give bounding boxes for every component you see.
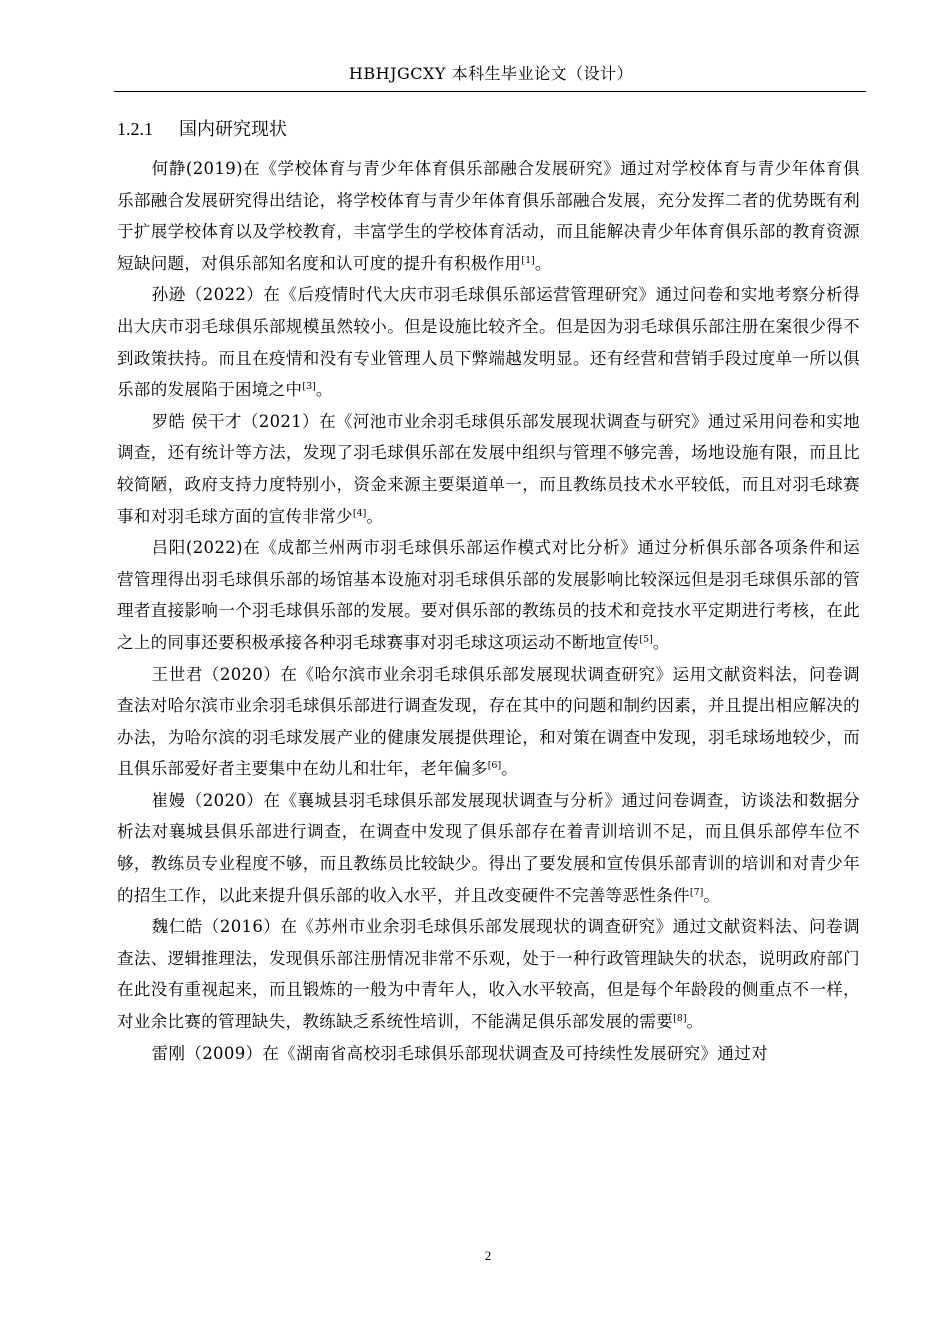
page-number: 2 — [484, 1248, 492, 1263]
paragraph — [117, 279, 860, 405]
citation: [1] — [521, 254, 535, 266]
paragraph-text: 罗皓 侯干才（2021）在《河池市业余羽毛球俱乐部发展现状调查与研究》通过采用问卷和实地调查，还有统计等方法，发现了羽毛球俱乐部在发展中组织与管理不够完善，场地设施有限，而且比较简陋，政府支持力度特别小，资金来源主要渠道单一，而且教练员技术水平较低，而且对羽毛球赛事和对羽毛球方面的宣传非常少 — [117, 411, 860, 526]
citation: [7] — [689, 886, 704, 898]
paragraph-text: 王世君（2020）在《哈尔滨市业余羽毛球俱乐部发展现状调查研究》运用文献资料法，问卷调查法对哈尔滨市业余羽毛球俱乐部进行调查发现，存在其中的问题和制约因素，并且提出相应解决的办法，为哈尔滨的羽毛球发展产业的健康发展提供理论，和对策在调查中发现，羽毛球场地较少，而且俱乐部爱好者主要集中在幼儿和壮年，老年偏多 — [117, 664, 860, 779]
paragraph — [117, 659, 860, 785]
paragraph — [117, 406, 860, 532]
paragraph-text: 魏仁皓（2016）在《苏州市业余羽毛球俱乐部发展现状的调查研究》通过文献资料法、问卷调查法、逻辑推理法，发现俱乐部注册情况非常不乐观，处于一种行政管理缺失的状态，说明政府部门在此没有重视起来，而且锻炼的一般为中青年人，收入水平较高，但是每个年龄段的侧重点不一样，对业余比赛的管理缺失，教练缺乏系统性培训，不能满足俱乐部发展的需要 — [117, 917, 860, 1032]
paragraph-tail: 。 — [534, 253, 552, 273]
paragraph-tail: 。 — [652, 632, 670, 652]
citation: [8] — [673, 1013, 687, 1025]
header-rule — [114, 91, 866, 92]
paragraph — [117, 785, 860, 911]
paragraph-text: 孙逊（2022）在《后疫情时代大庆市羽毛球俱乐部运营管理研究》通过问卷和实地考察分析得出大庆市羽毛球俱乐部规模虽然较小。但是设施比较齐全。但是因为羽毛球俱乐部注册在案很少得不到政策扶持。而且在疫情和没有专业管理人员下弊端越发明显。还有经营和营销手段过度单一所以俱乐部的发展陷于困境之中 — [117, 285, 860, 400]
paragraph-text: 吕阳(2022)在《成都兰州两市羽毛球俱乐部运作模式对比分析》通过分析俱乐部各项条件和运营管理得出羽毛球俱乐部的场馆基本设施对羽毛球俱乐部的发展影响比较深远但是羽毛球俱乐部的管理者直接影响一个羽毛球俱乐部的发展。要对俱乐部的教练员的技术和竞技水平定期进行考核，在此之上的同事还要积极承接各种羽毛球赛事对羽毛球这项运动不断地宣传 — [117, 538, 860, 652]
citation: [6] — [487, 760, 502, 772]
citation: [3] — [302, 381, 316, 393]
page-header: HBHJGCXY 本科生毕业论文（设计） — [348, 64, 634, 83]
paragraph — [117, 911, 860, 1037]
paragraph-tail: 。 — [686, 1012, 704, 1032]
paragraph-tail: 。 — [501, 759, 519, 779]
paragraph-text: 崔嫚（2020）在《襄城县羽毛球俱乐部发展现状调查与分析》通过问卷调查，访谈法和数据分析法对襄城县俱乐部进行调查，在调查中发现了俱乐部存在着青训培训不足，而且俱乐部停车位不够，教练员专业程度不够，而且教练员比较缺少。得出了要发展和宣传俱乐部青训的培训和对青少年的招生工作，以此来提升俱乐部的收入水平，并且改变硬件不完善等恶性条件 — [117, 790, 860, 905]
paragraph-tail: 。 — [703, 885, 721, 905]
paragraph-tail: 。 — [315, 380, 333, 400]
paragraph-text: 何静(2019)在《学校体育与青少年体育俱乐部融合发展研究》通过对学校体育与青少年体育俱乐部融合发展研究得出结论，将学校体育与青少年体育俱乐部融合发展，充分发挥二者的优势既有利于扩展学校体育以及学校教育，丰富学生的学校体育活动，而且能解决青少年体育俱乐部的教育资源短缺问题，对俱乐部知名度和认可度的提升有积极作用 — [117, 159, 860, 273]
section-heading — [117, 114, 287, 145]
citation: [4] — [352, 507, 367, 519]
paragraph — [117, 532, 860, 658]
paragraph-text: 雷刚（2009）在《湖南省高校羽毛球俱乐部现状调查及可持续性发展研究》通过对 — [151, 1043, 768, 1063]
citation: [5] — [639, 633, 653, 645]
paragraph-tail: 。 — [366, 506, 384, 526]
paragraph — [117, 153, 860, 279]
body-text — [117, 153, 860, 1069]
paragraph — [117, 1038, 860, 1070]
section-title: 国内研究现状 — [179, 119, 287, 140]
section-number: 1.2.1 — [117, 119, 153, 139]
